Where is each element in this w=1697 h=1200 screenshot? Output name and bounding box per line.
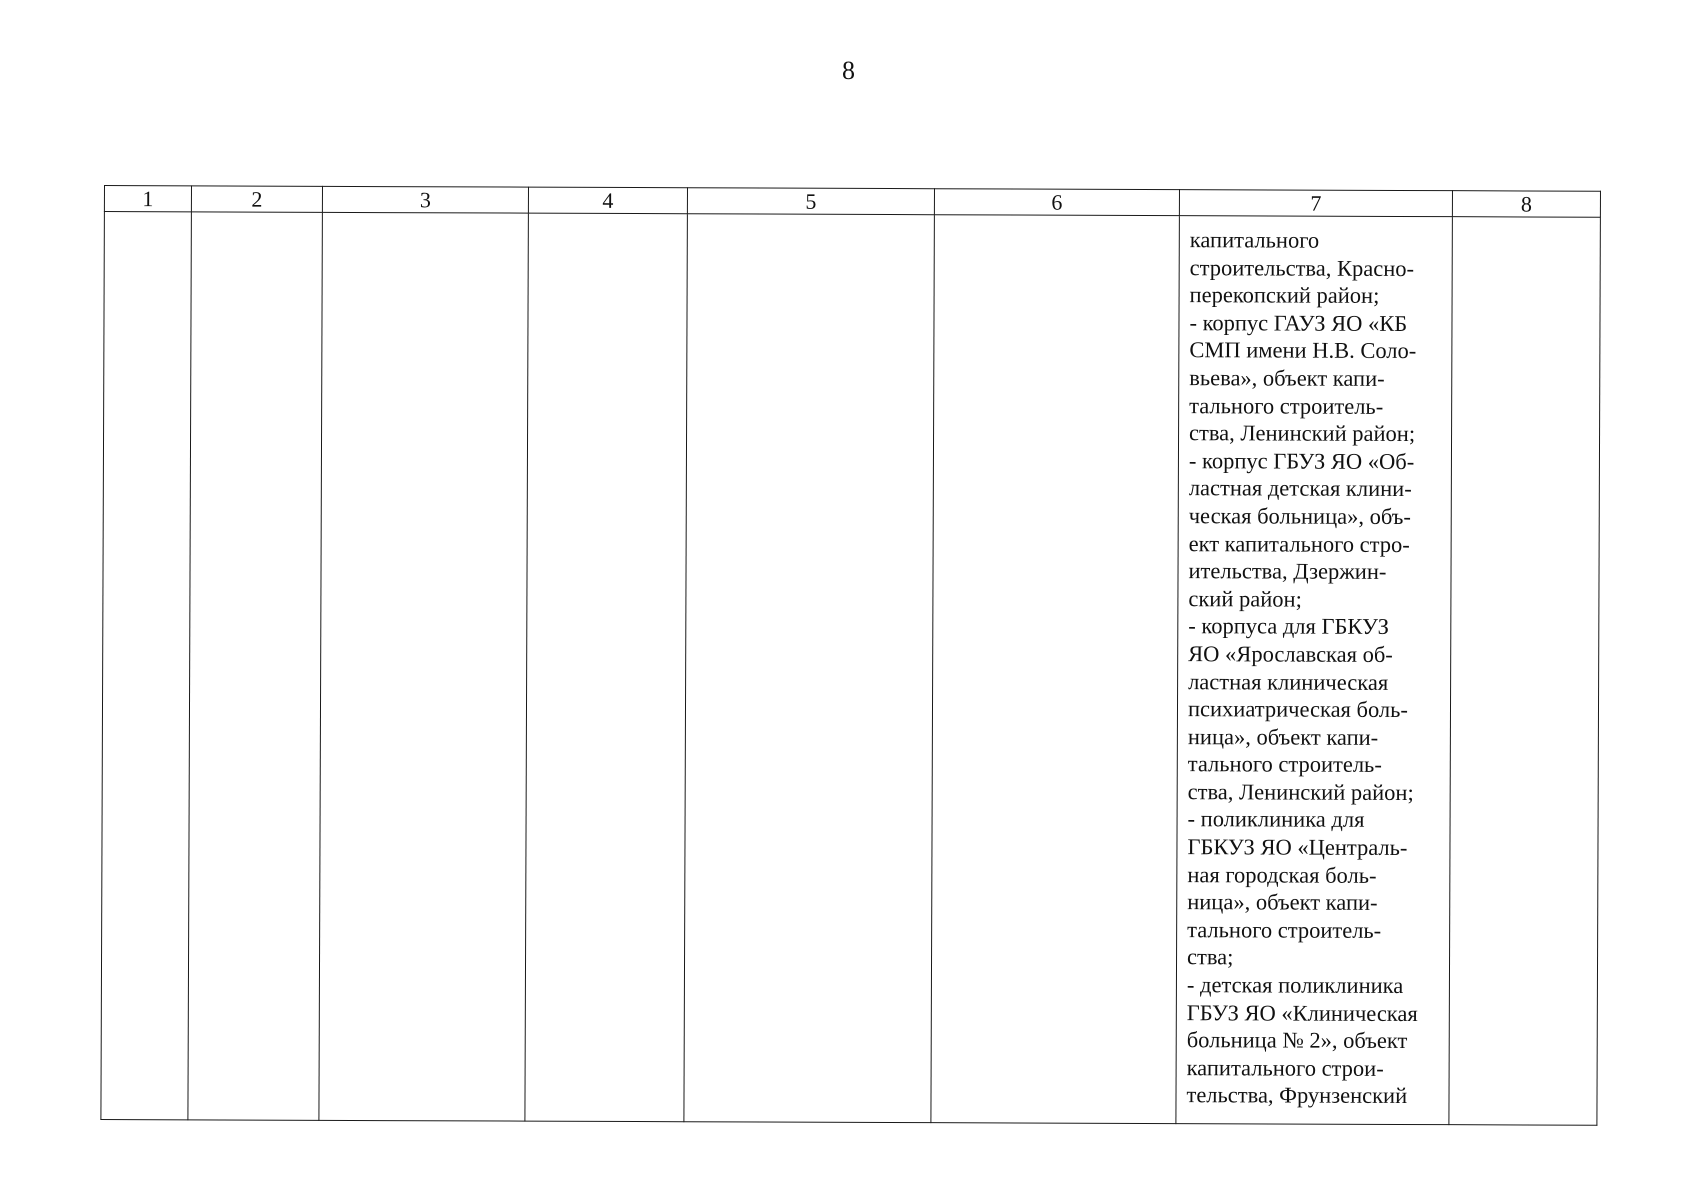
table-cell-col6 [931,215,1179,1124]
text-line: ластная детская клини- [1188,475,1412,502]
text-line: - детская поликлиника [1186,972,1404,999]
column-header-3: 3 [322,186,528,213]
text-line: перекопский район; [1189,282,1380,309]
text-line: больница № 2», объект [1186,1027,1408,1054]
column-header-1: 1 [104,186,191,212]
text-line: - корпуса для ГБКУЗ [1188,613,1389,640]
page-number: 8 [842,56,855,85]
text-line: ница», объект капи- [1187,889,1378,916]
column-header-4: 4 [528,187,687,214]
table-cell-col3 [319,212,528,1121]
table-cell-col2 [188,212,322,1120]
text-line: ства; [1186,944,1234,970]
text-line: - поликлиника для [1187,806,1365,833]
text-line: - корпус ГБУЗ ЯО «Об- [1188,447,1415,474]
text-line: тального строитель- [1187,917,1382,943]
table-cell-col7 [1176,216,1452,1125]
text-line: ительства, Дзержин- [1188,558,1387,585]
text-line: строительства, Красно- [1189,254,1415,281]
table-row [101,212,1600,1126]
column-header-2: 2 [191,186,322,213]
text-line: ГБКУЗ ЯО «Централь- [1187,834,1408,861]
table-cell-col8 [1449,217,1600,1126]
text-line: тального строитель- [1187,751,1382,778]
table-cell-col1 [101,212,191,1120]
table-cell-col4 [525,213,687,1122]
text-line: ский район; [1188,585,1302,612]
text-line: психиатрическая боль- [1187,696,1408,723]
text-line: вьева», объект капи- [1189,365,1385,391]
text-line: СМП имени Н.В. Соло- [1189,337,1417,364]
column-header-5: 5 [687,188,934,215]
text-line: ства, Ленинский район; [1187,779,1414,805]
table-cell-col5 [684,214,934,1123]
text-line: ница», объект капи- [1187,723,1379,750]
text-line: - корпус ГАУЗ ЯО «КБ [1189,309,1408,336]
text-line: тального строитель- [1189,392,1384,419]
column-header-6: 6 [934,189,1179,216]
text-line: капитального [1189,227,1320,253]
text-line: ластная клиническая [1188,668,1389,695]
text-line: ект капитального стро- [1188,530,1410,557]
data-table [100,185,1601,1126]
column-header-8: 8 [1452,191,1600,218]
text-line: ная городская боль- [1187,861,1377,888]
text-line: ГБУЗ ЯО «Клиническая [1186,999,1418,1026]
text-line: ЯО «Ярославская об- [1188,641,1393,667]
text-line: ческая больница», объ- [1188,503,1411,529]
text-line: тельства, Фрунзенский [1186,1082,1408,1109]
cell-text-block [1176,216,1451,1110]
text-line: капитального строи- [1186,1054,1384,1081]
text-line: ства, Ленинский район; [1189,420,1416,447]
column-header-7: 7 [1179,190,1452,217]
